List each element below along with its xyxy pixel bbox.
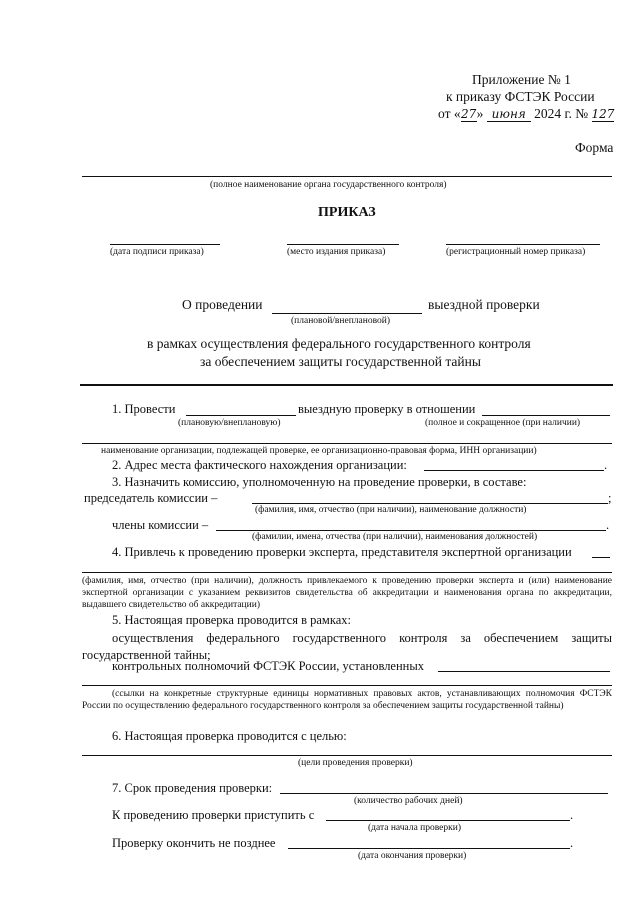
- start-label: К проведению проверки приступить с: [112, 808, 315, 822]
- subject-type-line: [272, 313, 422, 314]
- start-caption: (дата начала проверки): [368, 823, 462, 833]
- place-caption: (место издания приказа): [287, 247, 386, 257]
- section-divider: [80, 384, 613, 386]
- date-mid: »: [476, 106, 484, 121]
- org-line: [82, 176, 612, 177]
- subject-suffix: выездной проверки: [428, 297, 540, 312]
- item-3: 3. Назначить комиссию, уполномоченную на проведение проверки, в составе:: [112, 475, 527, 489]
- subject-line-2: в рамках осуществления федерального государственного контроля: [147, 336, 531, 351]
- item-6: 6. Настоящая проверка проводится с целью:: [112, 729, 347, 743]
- subject-type-caption: (плановой/внеплановой): [291, 316, 391, 326]
- date-year: 2024 г. №: [534, 106, 589, 121]
- item-2: 2. Адрес места фактического нахождения организации:: [112, 458, 407, 472]
- item-5: 5. Настоящая проверка проводится в рамках:: [112, 613, 351, 627]
- purpose-line: [82, 755, 612, 756]
- form-label: Форма: [575, 140, 614, 155]
- chair-line: [252, 503, 608, 504]
- item-1-org-line: [482, 415, 610, 416]
- item-1-type-line: [186, 415, 296, 416]
- item-1-b: выездную проверку в отношении: [298, 402, 476, 416]
- order-title: ПРИКАЗ: [318, 205, 376, 220]
- subject-line-3: за обеспечением защиты государственной тайны: [200, 354, 481, 369]
- item-1-cap-b: (полное и сокращенное (при наличии): [425, 418, 581, 428]
- date-caption: (дата подписи приказа): [110, 247, 204, 257]
- powers-line-a: [438, 671, 610, 672]
- address-line: [424, 470, 604, 471]
- members-caption: (фамилии, имена, отчества (при наличии), наименования должностей): [252, 532, 538, 542]
- item-1-cap-c: наименование организации, подлежащей проверке, ее организационно-правовая форма, ИНН организации): [101, 446, 537, 456]
- item-1-org-line-2: [82, 443, 612, 444]
- date-day: 27: [460, 107, 477, 121]
- chair-label: председатель комиссии –: [84, 491, 218, 505]
- reg-line: [446, 244, 600, 245]
- chair-caption: (фамилия, имя, отчество (при наличии), наименование должности): [255, 505, 527, 515]
- item-7-caption: (количество рабочих дней): [354, 796, 463, 806]
- item-1-a: 1. Провести: [112, 402, 176, 416]
- item-4: 4. Привлечь к проведению проверки эксперта, представителя экспертной организации: [112, 545, 572, 559]
- appendix-line-2: к приказу ФСТЭК России: [446, 89, 595, 104]
- end-line: [288, 848, 570, 849]
- end-caption: (дата окончания проверки): [358, 851, 467, 861]
- org-caption: (полное наименование органа государственного контроля): [210, 180, 447, 190]
- end-label: Проверку окончить не позднее: [112, 836, 276, 850]
- item-1-cap-a: (плановую/внеплановую): [178, 418, 281, 428]
- item-7: 7. Срок проведения проверки:: [112, 781, 273, 795]
- days-line: [280, 793, 608, 794]
- date-line: [110, 244, 220, 245]
- date-month: июня: [487, 107, 531, 122]
- item-5-b: контрольных полномочий ФСТЭК России, установленных: [112, 659, 425, 673]
- expert-line-b: [82, 572, 612, 573]
- order-number: 127: [591, 107, 615, 121]
- appendix-date-line: [438, 106, 614, 122]
- item-4-caption: (фамилия, имя, отчество (при наличии), должность привлекаемого к проведению проверки эксперта и (или) наименование экспертной организации с указанием реквизитов свидетельства об аккредитации и наименования органа по аккредитации, выдавшего свидетельство об аккредитации): [82, 576, 612, 610]
- expert-line-a: [592, 557, 610, 558]
- appendix-line-1: Приложение № 1: [472, 72, 571, 87]
- item-5-a: осуществления федерального государственного контроля за обеспечением защиты государственной тайны;: [82, 631, 612, 662]
- reg-caption: (регистрационный номер приказа): [446, 247, 586, 257]
- item-5-caption: (ссылки на конкретные структурные единицы нормативных правовых актов, устанавливающих полномочия ФСТЭК России по осуществлению федерального государственного контроля за обеспечением защиты государственной тайны): [82, 689, 612, 711]
- members-label: члены комиссии –: [112, 518, 209, 532]
- date-prefix: от «: [438, 106, 461, 121]
- subject-prefix: О проведении: [182, 297, 263, 312]
- place-line: [287, 244, 399, 245]
- item-6-caption: (цели проведения проверки): [298, 758, 413, 768]
- members-line: [216, 530, 606, 531]
- powers-line-b: [82, 685, 612, 686]
- start-line: [326, 820, 570, 821]
